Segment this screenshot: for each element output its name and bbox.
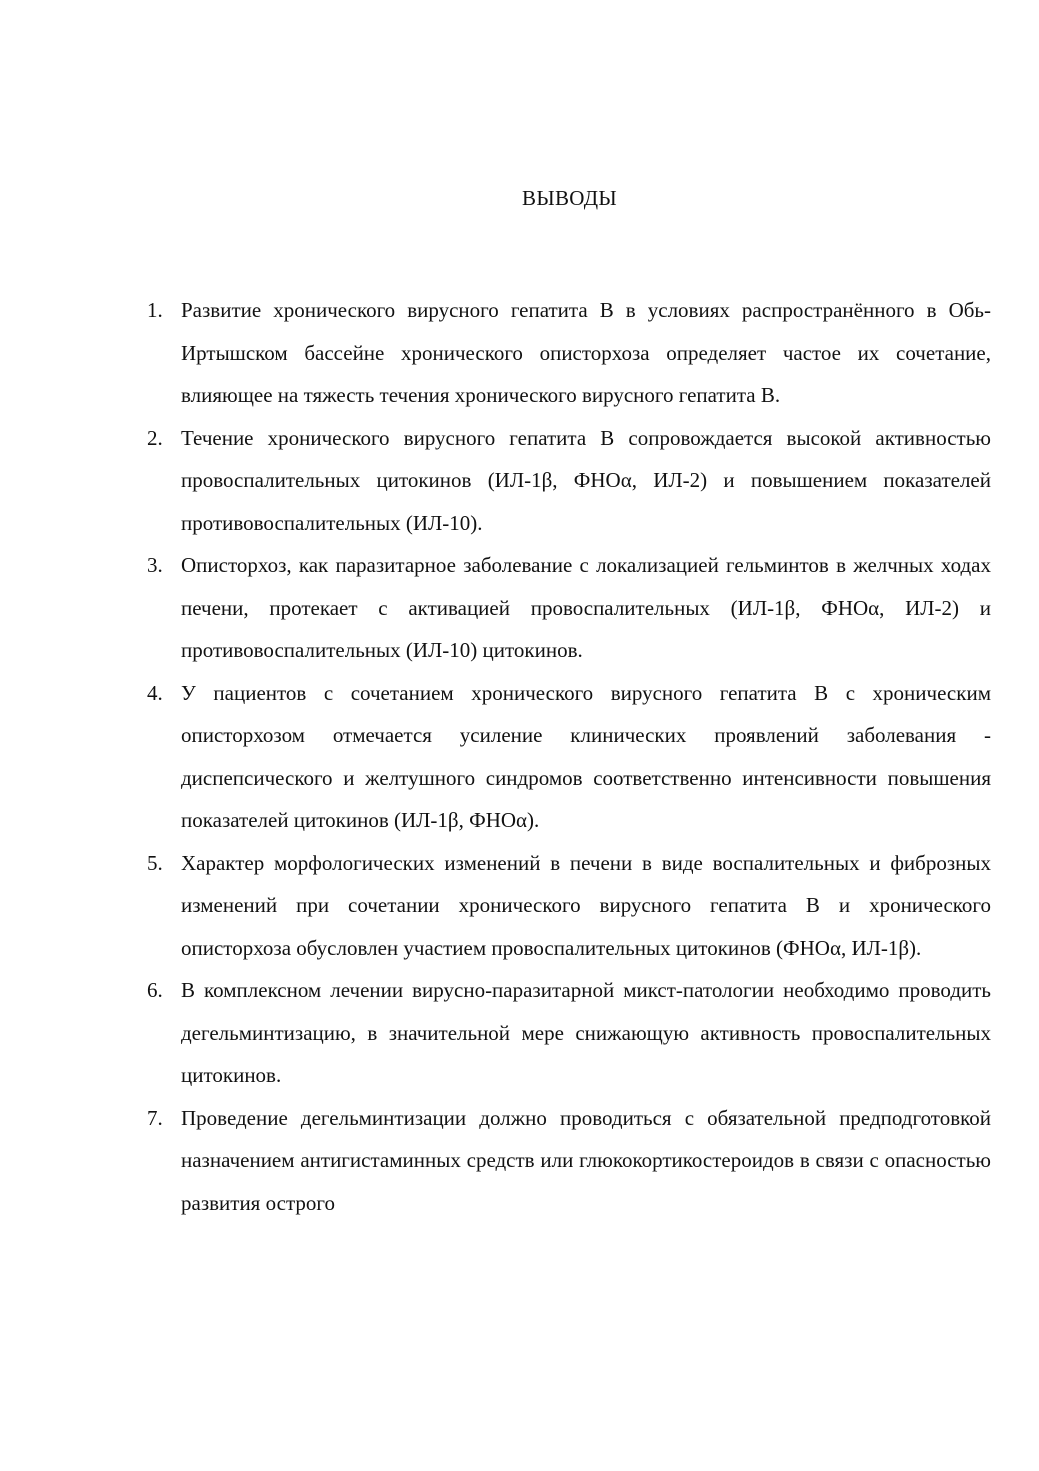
list-item xyxy=(147,417,991,545)
item-number: 4. xyxy=(147,680,163,705)
item-number: 3. xyxy=(147,553,163,577)
list-item xyxy=(147,969,991,1097)
conclusions-list xyxy=(147,289,991,1224)
item-number: 1. xyxy=(147,298,163,322)
item-text: Описторхоз, как паразитарное заболевание с локализацией гельминтов в желчных ходах печени, протекает с активацией провоспалительных (ИЛ-1β, ФНОα, ИЛ-2) и противовоспалительных (ИЛ-10) цитокинов. xyxy=(181,553,991,662)
item-text: У пациентов с сочетанием хронического вирусного гепатита В с хроническим описторхозом отмечается усиление клинических проявлений заболевания - диспепсического и желтушного синдромов соответственно интенсивности повышения показателей цитокинов (ИЛ-1β, ФНОα). xyxy=(181,680,991,832)
list-item xyxy=(147,1097,991,1225)
item-text: Характер морфологических изменений в печени в виде воспалительных и фиброзных изменений при сочетании хронического вирусного гепатита В и хронического описторхоза обусловлен участием провоспалительных цитокинов (ФНОα, ИЛ-1β). xyxy=(181,850,991,960)
item-number: 2. xyxy=(147,425,163,450)
item-number: 5. xyxy=(147,850,163,875)
list-item xyxy=(147,842,991,970)
list-item xyxy=(147,544,991,672)
item-text: Течение хронического вирусного гепатита В сопровождается высокой активностью провоспалительных цитокинов (ИЛ-1β, ФНОα, ИЛ-2) и повышением показателей противовоспалительных (ИЛ-10). xyxy=(181,425,991,535)
list-item xyxy=(147,289,991,417)
item-number: 7. xyxy=(147,1105,163,1130)
list-item xyxy=(147,672,991,842)
item-text: Проведение дегельминтизации должно проводиться с обязательной предподготовкой назначением антигистаминных средств или глюкокортикостероидов в связи с опасностью развития острого xyxy=(181,1105,991,1215)
item-number: 6. xyxy=(147,978,163,1002)
item-text: В комплексном лечении вирусно-паразитарной микст-патологии необходимо проводить дегельминтизацию, в значительной мере снижающую активность провоспалительных цитокинов. xyxy=(181,978,991,1087)
item-text: Развитие хронического вирусного гепатита В в условиях распространённого в Обь-Иртышском бассейне хронического описторхоза определяет частое их сочетание, влияющее на тяжесть течения хронического вирусного гепатита В. xyxy=(181,298,991,407)
page-title: ВЫВОДЫ xyxy=(522,186,617,210)
